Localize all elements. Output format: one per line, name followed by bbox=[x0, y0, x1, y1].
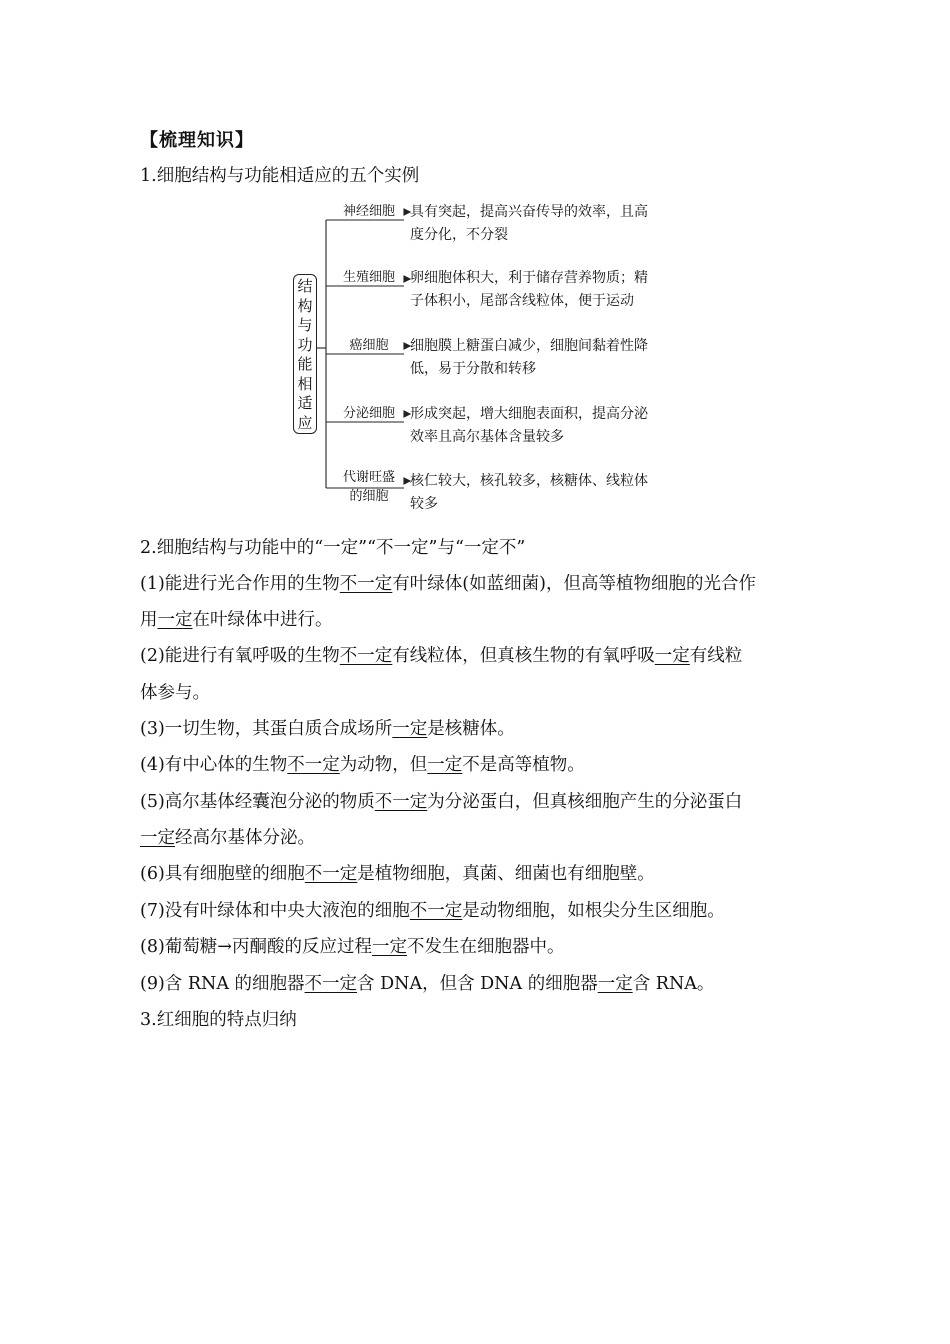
list-item: (6)具有细胞壁的细胞不一定是植物细胞，真菌、细菌也有细胞壁。 bbox=[140, 864, 655, 884]
list-item: (1)能进行光合作用的生物不一定有叶绿体(如蓝细菌)，但高等植物细胞的光合作 bbox=[140, 574, 756, 594]
section2-title: 2.细胞结构与功能中的“一定”“不一定”与“一定不” bbox=[140, 538, 526, 558]
underlined-term: 一定 bbox=[371, 937, 407, 957]
underlined-term: 一定 bbox=[157, 610, 193, 630]
diagram-root-box: 结构与功能相适应 bbox=[293, 274, 317, 434]
structure-function-diagram bbox=[290, 198, 670, 518]
diagram-category: 代谢旺盛的细胞 bbox=[342, 470, 395, 504]
list-item-continuation: 用一定在叶绿体中进行。 bbox=[140, 610, 333, 630]
list-item: (9)含 RNA 的细胞器不一定含 DNA，但含 DNA 的细胞器一定含 RNA。 bbox=[140, 974, 715, 994]
list-item: (5)高尔基体经囊泡分泌的物质不一定为分泌蛋白，但真核细胞产生的分泌蛋白 bbox=[140, 792, 743, 812]
list-item-continuation: 一定经高尔基体分泌。 bbox=[140, 828, 315, 848]
underlined-term: 不一定 bbox=[374, 792, 428, 812]
diagram-category: 神经细胞 bbox=[342, 204, 395, 219]
diagram-category: 生殖细胞 bbox=[342, 270, 395, 285]
underlined-term: 不一定 bbox=[409, 901, 463, 921]
underlined-term: 不一定 bbox=[304, 974, 358, 994]
underlined-term: 不一定 bbox=[339, 574, 393, 594]
diagram-description: 细胞膜上糖蛋白减少，细胞间黏着性降低，易于分散和转移 bbox=[410, 338, 648, 377]
diagram-description: 卵细胞体积大，利于储存营养物质；精子体积小，尾部含线粒体，便于运动 bbox=[410, 270, 648, 309]
section1-title: 1.细胞结构与功能相适应的五个实例 bbox=[140, 166, 420, 186]
diagram-description: 具有突起，提高兴奋传导的效率，且高度分化，不分裂 bbox=[410, 204, 648, 243]
underlined-term: 一定 bbox=[140, 828, 175, 848]
underlined-term: 一定 bbox=[654, 646, 690, 666]
list-item: (7)没有叶绿体和中央大液泡的细胞不一定是动物细胞，如根尖分生区细胞。 bbox=[140, 901, 725, 921]
underlined-term: 不一定 bbox=[339, 646, 393, 666]
diagram-category: 分泌细胞 bbox=[342, 406, 395, 421]
diagram-description: 核仁较大，核孔较多，核糖体、线粒体较多 bbox=[410, 473, 648, 512]
underlined-term: 不一定 bbox=[287, 755, 340, 775]
diagram-category: 癌细胞 bbox=[349, 338, 389, 353]
list-item: (4)有中心体的生物不一定为动物，但一定不是高等植物。 bbox=[140, 755, 585, 775]
diagram-description: 形成突起，增大细胞表面积，提高分泌效率且高尔基体含量较多 bbox=[410, 406, 648, 445]
section3-title: 3.红细胞的特点归纳 bbox=[140, 1010, 297, 1030]
list-item: (2)能进行有氧呼吸的生物不一定有线粒体，但真核生物的有氧呼吸一定有线粒 bbox=[140, 646, 743, 666]
underlined-term: 一定 bbox=[392, 719, 428, 739]
section-heading: 【梳理知识】 bbox=[140, 130, 254, 151]
underlined-term: 不一定 bbox=[304, 864, 358, 884]
list-item: (3)一切生物，其蛋白质合成场所一定是核糖体。 bbox=[140, 719, 515, 739]
underlined-term: 一定 bbox=[597, 974, 633, 994]
underlined-term: 一定 bbox=[427, 755, 463, 775]
list-item-continuation: 体参与。 bbox=[140, 683, 210, 703]
list-item: (8)葡萄糖→丙酮酸的反应过程一定不发生在细胞器中。 bbox=[140, 937, 565, 957]
